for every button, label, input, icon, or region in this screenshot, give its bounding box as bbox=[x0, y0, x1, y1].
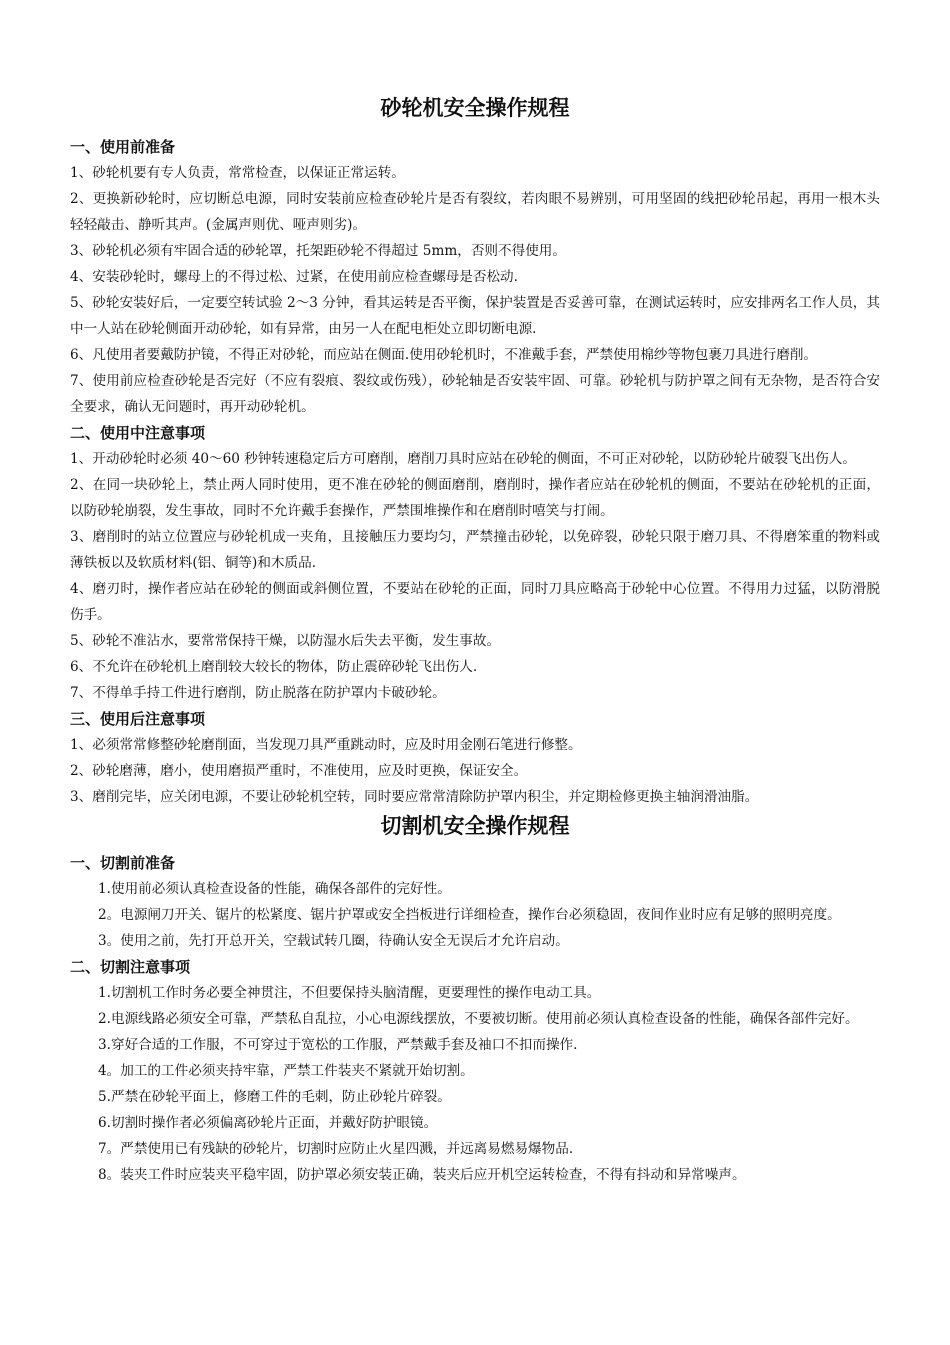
list-item: 5、砂轮安装好后，一定要空转试验 2～3 分钟，看其运转是否平衡，保护装置是否妥善可靠，在测试运转时，应安排两名工作人员，其中一人站在砂轮侧面开动砂轮，如有异常，由另一人在配电柜处立即切断电源. bbox=[70, 295, 880, 337]
list-item: 5、砂轮不准沾水，要常常保持干燥，以防湿水后失去平衡，发生事故。 bbox=[70, 633, 501, 649]
list-item: 7、不得单手持工件进行磨削，防止脱落在防护罩内卡破砂轮。 bbox=[70, 685, 446, 701]
list-item: 1、必须常常修整砂轮磨削面，当发现刀具严重跳动时，应及时用金刚石笔进行修整。 bbox=[70, 737, 582, 753]
list-item: 3、磨削时的站立位置应与砂轮机成一夹角，且接触压力要均匀，严禁撞击砂轮，以免碎裂，砂轮只限于磨刀具、不得磨笨重的物料或薄铁板以及软质材料(铝、铜等)和木质品. bbox=[70, 529, 880, 571]
cutter-safety-procedure bbox=[70, 812, 880, 1188]
list-item: 2.电源线路必须安全可靠，严禁私自乱拉，小心电源线摆放，不要被切断。使用前必须认真检查设备的性能，确保各部件完好。 bbox=[98, 1011, 859, 1027]
list-item: 6、凡使用者要戴防护镜，不得正对砂轮，而应站在侧面.使用砂轮机时，不准戴手套，严禁使用棉纱等物包裹刀具进行磨削。 bbox=[70, 347, 818, 363]
list-item: 4、磨刃时，操作者应站在砂轮的侧面或斜侧位置，不要站在砂轮的正面，同时刀具应略高于砂轮中心位置。不得用力过猛，以防滑脱伤手。 bbox=[70, 581, 880, 623]
list-item: 8。装夹工件时应装夹平稳牢固，防护罩必须安装正确，装夹后应开机空运转检查，不得有抖动和异常噪声。 bbox=[98, 1167, 746, 1183]
section-cutting-notes bbox=[70, 954, 880, 1188]
list-item: 3、砂轮机必须有牢固合适的砂轮罩，托架距砂轮不得超过 5mm，否则不得使用。 bbox=[70, 243, 566, 259]
list-item: 6.切割时操作者必须偏离砂轮片正面，并戴好防护眼镜。 bbox=[98, 1115, 438, 1131]
list-item: 2、在同一块砂轮上，禁止两人同时使用，更不准在砂轮的侧面磨削，磨削时，操作者应站在砂轮机的侧面，不要站在砂轮机的正面，以防砂轮崩裂，发生事故，同时不允许戴手套操作，严禁围堆操作和在磨削时嘻笑与打闹。 bbox=[70, 477, 880, 519]
list-item: 2、砂轮磨薄，磨小，使用磨损严重时，不准使用，应及时更换，保证安全。 bbox=[70, 763, 528, 779]
list-item: 2、更换新砂轮时，应切断总电源，同时安装前应检查砂轮片是否有裂纹，若肉眼不易辨别，可用坚固的线把砂轮吊起，再用一根木头轻轻敲击、静听其声。(金属声则优、哑声则劣)。 bbox=[70, 191, 880, 233]
list-item: 1、砂轮机要有专人负责，常常检查，以保证正常运转。 bbox=[70, 165, 405, 181]
section-heading: 一、切割前准备 bbox=[70, 854, 176, 872]
section-before-use bbox=[70, 134, 880, 420]
section-after-use bbox=[70, 706, 880, 810]
list-item: 4、安装砂轮时，螺母上的不得过松、过紧，在使用前应检查螺母是否松动. bbox=[70, 269, 518, 285]
document-title: 切割机安全操作规程 bbox=[380, 814, 570, 838]
section-heading: 二、使用中注意事项 bbox=[70, 424, 206, 442]
list-item: 1.使用前必须认真检查设备的性能，确保各部件的完好性。 bbox=[98, 881, 451, 897]
list-item: 1.切割机工作时务必要全神贯注，不但要保持头脑清醒，更要理性的操作电动工具。 bbox=[98, 985, 601, 1001]
section-before-cutting bbox=[70, 850, 880, 954]
list-item: 3.穿好合适的工作服，不可穿过于宽松的工作服，严禁戴手套及袖口不扣而操作. bbox=[98, 1037, 578, 1053]
grinder-safety-procedure bbox=[70, 94, 880, 810]
section-heading: 一、使用前准备 bbox=[70, 138, 176, 156]
list-item: 2。电源闸刀开关、锯片的松紧度、锯片护罩或安全挡板进行详细检查，操作台必须稳固，夜间作业时应有足够的照明亮度。 bbox=[98, 907, 841, 923]
list-item: 3、磨削完毕，应关闭电源，不要让砂轮机空转，同时要应常常清除防护罩内积尘，并定期检修更换主轴润滑油脂。 bbox=[70, 789, 759, 805]
list-item: 7。严禁使用已有残缺的砂轮片，切割时应防止火星四溅，并远离易燃易爆物品. bbox=[98, 1141, 574, 1157]
list-item: 7、使用前应检查砂轮是否完好（不应有裂痕、裂纹或伤残），砂轮轴是否安装牢固、可靠。砂轮机与防护罩之间有无杂物，是否符合安全要求，确认无问题时，再开动砂轮机。 bbox=[70, 373, 880, 415]
section-heading: 二、切割注意事项 bbox=[70, 958, 191, 976]
list-item: 4。加工的工件必须夹持牢靠，严禁工件装夹不紧就开始切割。 bbox=[98, 1063, 474, 1079]
section-during-use bbox=[70, 420, 880, 706]
section-heading: 三、使用后注意事项 bbox=[70, 710, 206, 728]
list-item: 5.严禁在砂轮平面上，修磨工件的毛刺，防止砂轮片碎裂。 bbox=[98, 1089, 451, 1105]
document-title: 砂轮机安全操作规程 bbox=[380, 96, 570, 120]
list-item: 1、开动砂轮时必须 40～60 秒钟转速稳定后方可磨削，磨削刀具时应站在砂轮的侧面，不可正对砂轮，以防砂轮片破裂飞出伤人。 bbox=[70, 451, 856, 467]
list-item: 6、不允许在砂轮机上磨削较大较长的物体，防止震碎砂轮飞出伤人. bbox=[70, 659, 478, 675]
list-item: 3。使用之前，先打开总开关，空载试转几圈，待确认安全无误后才允许启动。 bbox=[98, 933, 569, 949]
